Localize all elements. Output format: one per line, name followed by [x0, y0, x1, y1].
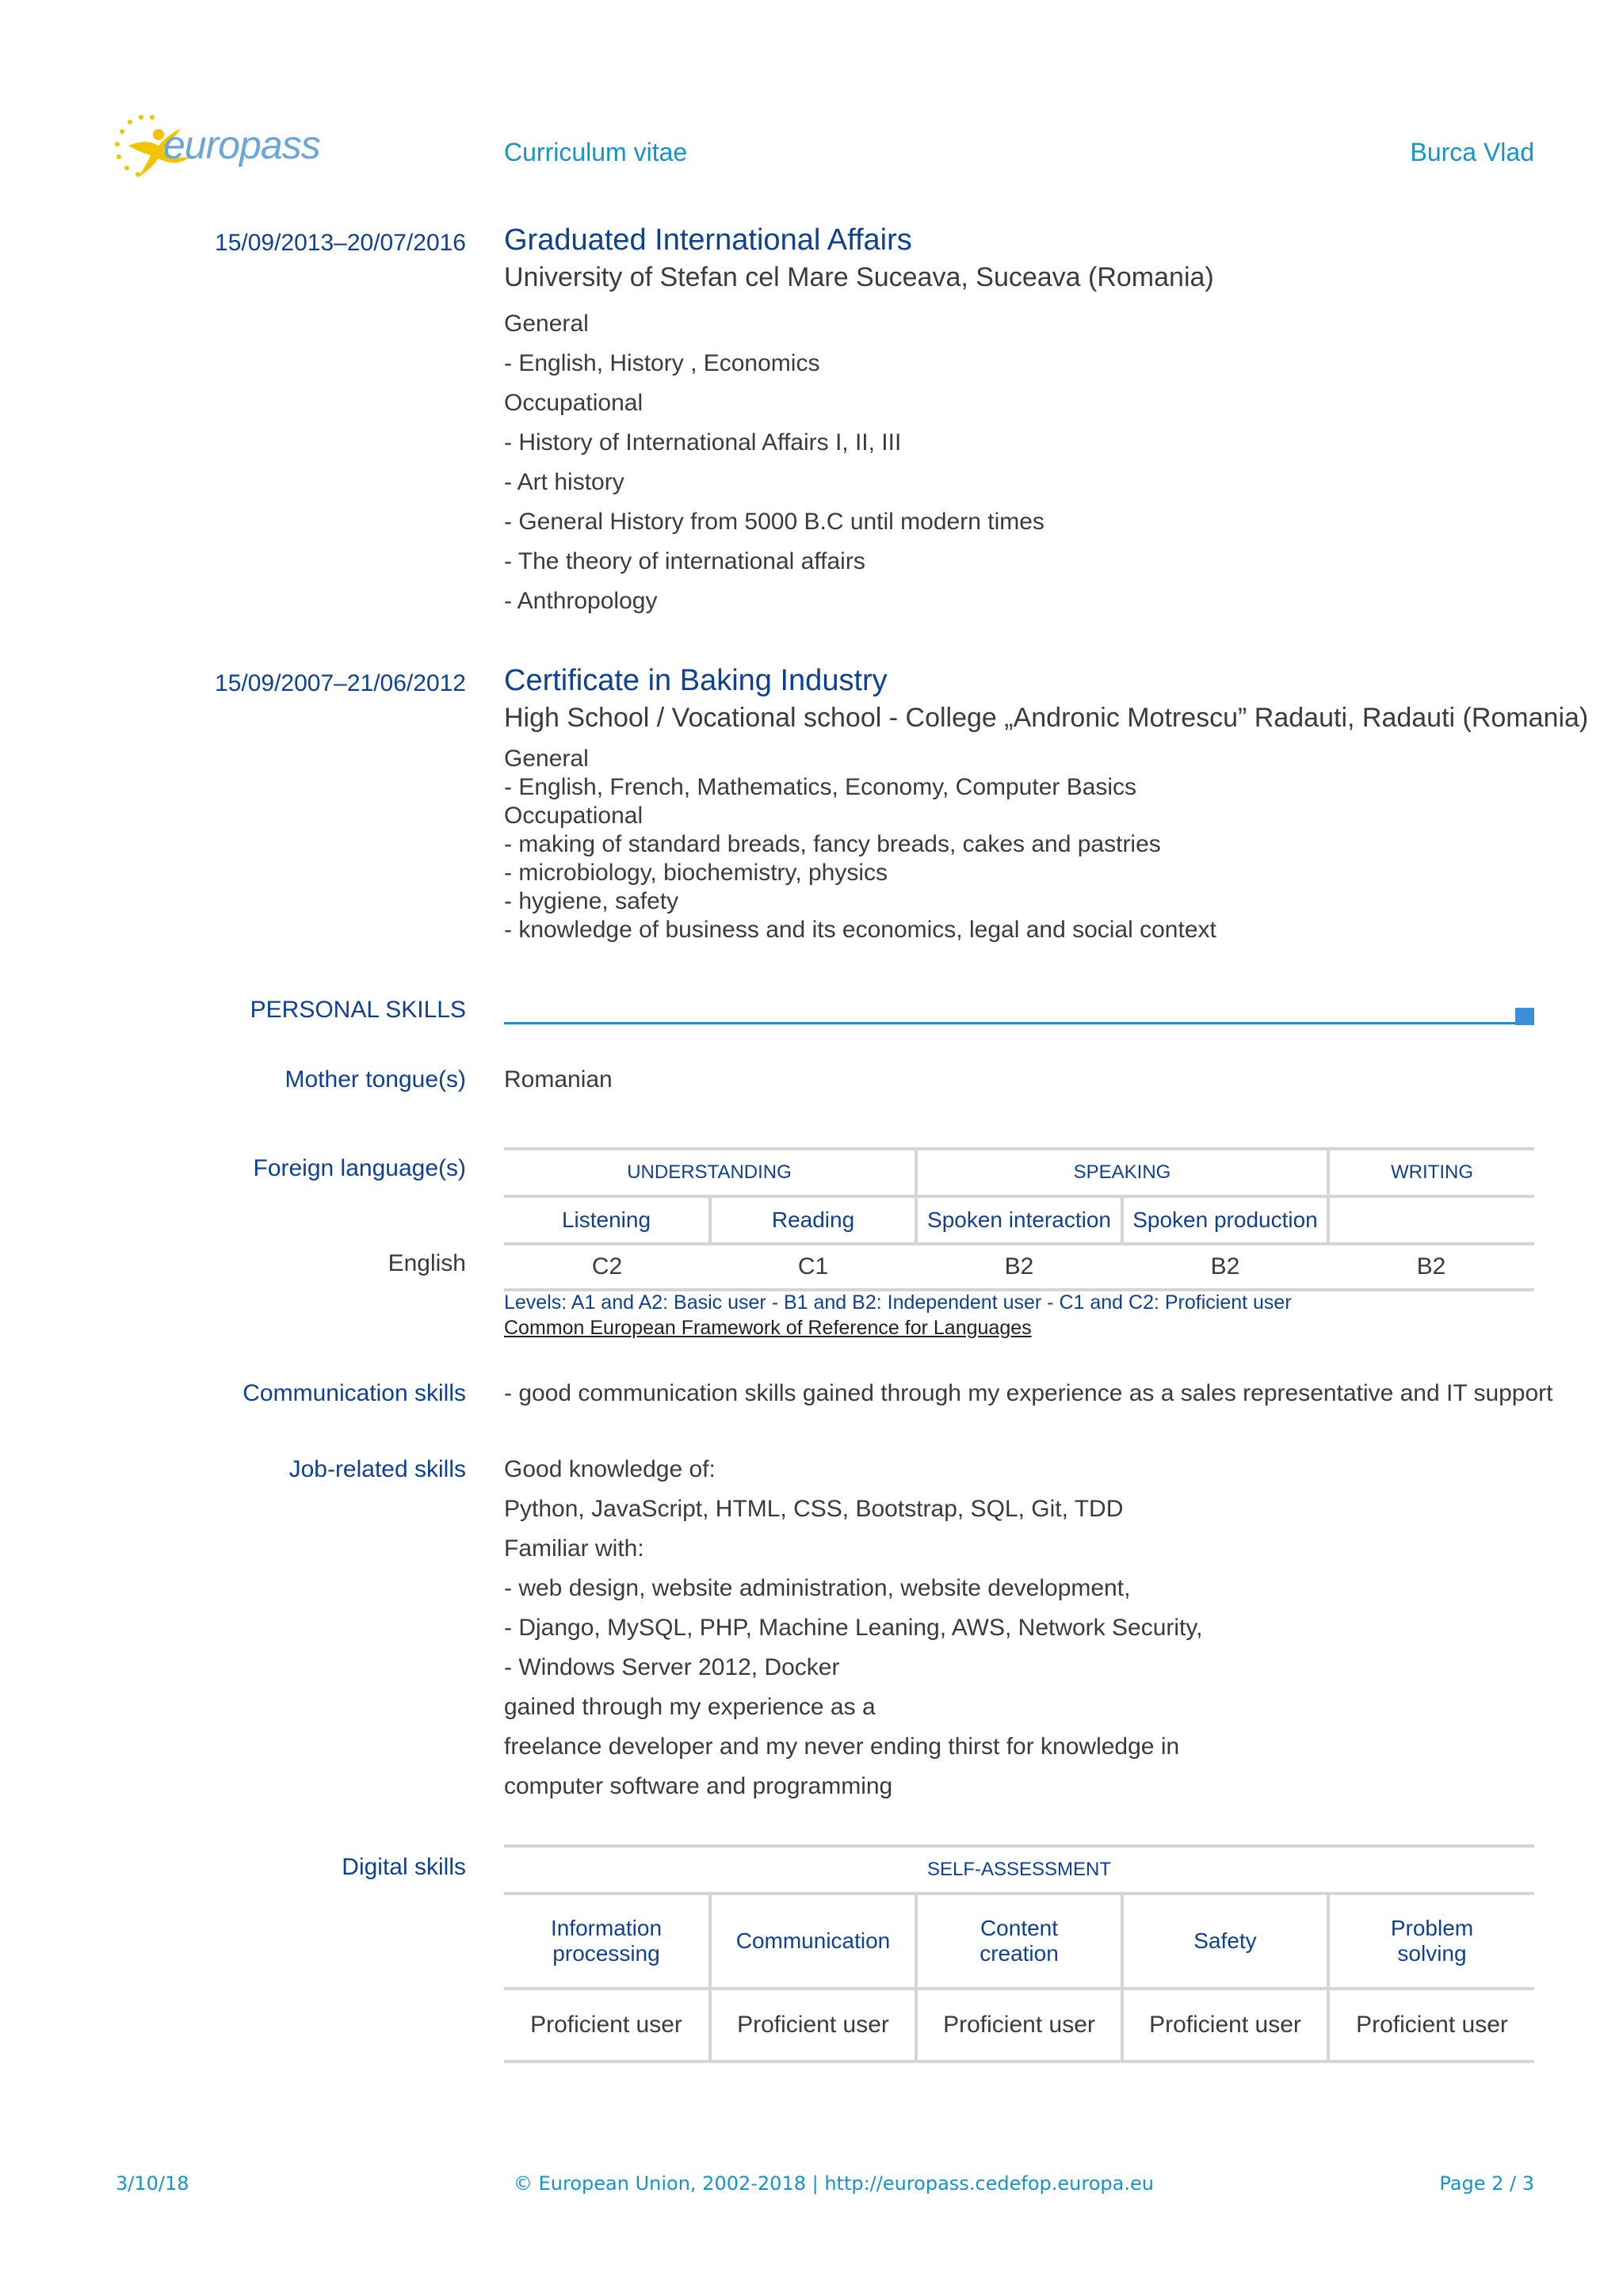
education-2-line: - knowledge of business and its economics, legal and social context: [504, 917, 1216, 943]
education-1: [504, 223, 1534, 621]
job-skill-line: computer software and programming: [504, 1773, 893, 1799]
speaking-header: SPEAKING: [916, 1149, 1328, 1196]
education-1-line: - History of International Affairs I, II, III: [504, 429, 902, 456]
mother-tongue-label: Mother tongue(s): [285, 1066, 466, 1093]
foreign-languages-label: Foreign language(s): [253, 1155, 466, 1181]
spoken-production-header: Spoken production: [1122, 1196, 1328, 1244]
content-creation-header: [916, 1894, 1122, 1989]
education-1-line: - English, History , Economics: [504, 350, 820, 376]
content-creation-line-1: Content: [980, 1916, 1059, 1940]
education-2-institution: High School / Vocational school - College „Andronic Motrescu” Radauti, Radauti (Romania): [504, 703, 1589, 733]
europass-logo: [111, 111, 349, 182]
digital-level-safety: Proficient user: [1122, 1989, 1328, 2061]
writing-header: WRITING: [1328, 1149, 1534, 1196]
job-skill-line: - Windows Server 2012, Docker: [504, 1654, 840, 1680]
safety-header: Safety: [1122, 1894, 1328, 1989]
digital-level-information: Proficient user: [504, 1989, 710, 2061]
information-processing-line-1: Information: [550, 1916, 663, 1940]
job-skill-line: Python, JavaScript, HTML, CSS, Bootstrap, SQL, Git, TDD: [504, 1496, 1124, 1522]
education-1-line: - General History from 5000 B.C until modern times: [504, 509, 1044, 535]
education-2-line: - making of standard breads, fancy breads, cakes and pastries: [504, 831, 1161, 857]
job-skill-line: - Django, MySQL, PHP, Machine Leaning, AWS, Network Security,: [504, 1615, 1203, 1641]
digital-level-content: Proficient user: [916, 1989, 1122, 2061]
information-processing-header: [504, 1894, 710, 1989]
person-name: Burca Vlad: [1410, 138, 1534, 166]
digital-skills-table: [504, 1844, 1534, 2063]
level-spoken-production: B2: [1122, 1244, 1328, 1290]
job-skill-line: gained through my experience as a: [504, 1694, 876, 1720]
personal-skills-heading: PERSONAL SKILLS: [250, 997, 466, 1023]
job-skill-line: freelance developer and my never ending thirst for knowledge in: [504, 1733, 1180, 1760]
education-1-line: - Anthropology: [504, 588, 658, 614]
footer-copyright[interactable]: © European Union, 2002-2018 | http://europass.cedefop.europa.eu: [514, 2172, 1154, 2195]
education-2-title: Certificate in Baking Industry: [504, 664, 888, 697]
education-2: [504, 664, 1589, 944]
education-2-line: - microbiology, biochemistry, physics: [504, 860, 888, 886]
education-1-line: Occupational: [504, 390, 643, 416]
section-rule: [504, 1022, 1518, 1024]
problem-solving-line-1: Problem: [1390, 1916, 1474, 1940]
section-rule-marker: [1515, 1008, 1534, 1025]
footer-date: 3/10/18: [116, 2172, 189, 2195]
framework-link[interactable]: Common European Framework of Reference for Languages: [504, 1317, 1032, 1339]
footer-page: Page 2 / 3: [1439, 2172, 1534, 2195]
job-skill-line: Good knowledge of:: [504, 1456, 716, 1482]
writing-subheader: [1328, 1196, 1534, 1244]
education-1-title: Graduated International Affairs: [504, 223, 912, 257]
reading-header: Reading: [710, 1196, 916, 1244]
doc-title: Curriculum vitae: [504, 138, 688, 166]
spoken-interaction-header: Spoken interaction: [916, 1196, 1122, 1244]
logo-text: europass: [163, 123, 320, 167]
understanding-header: UNDERSTANDING: [504, 1149, 916, 1196]
communication-header: Communication: [710, 1894, 916, 1989]
education-1-dates: 15/09/2013–20/07/2016: [215, 230, 466, 256]
education-2-dates: 15/09/2007–21/06/2012: [215, 670, 466, 696]
self-assessment-header: SELF-ASSESSMENT: [504, 1846, 1534, 1894]
job-related-skills-label: Job-related skills: [288, 1456, 466, 1482]
communication-skills-text: - good communication skills gained through my experience as a sales representative and IT support: [504, 1380, 1553, 1406]
problem-solving-line-2: solving: [1397, 1941, 1467, 1966]
education-1-line: - Art history: [504, 469, 624, 495]
communication-skills-label: Communication skills: [242, 1380, 466, 1406]
language-name: English: [388, 1250, 466, 1276]
listening-header: Listening: [504, 1196, 710, 1244]
education-1-institution: University of Stefan cel Mare Suceava, Suceava (Romania): [504, 262, 1214, 292]
level-listening: C2: [504, 1244, 710, 1290]
digital-level-communication: Proficient user: [710, 1989, 916, 2061]
language-table: [504, 1147, 1534, 1291]
content-creation-line-2: creation: [980, 1941, 1059, 1966]
level-writing: B2: [1328, 1244, 1534, 1290]
education-2-line: General: [504, 746, 589, 772]
level-spoken-interaction: B2: [916, 1244, 1122, 1290]
problem-solving-header: [1328, 1894, 1534, 1989]
digital-level-problem-solving: Proficient user: [1328, 1989, 1534, 2061]
education-2-line: - hygiene, safety: [504, 888, 679, 914]
mother-tongue-value: Romanian: [504, 1066, 613, 1093]
job-skill-line: - web design, website administration, website development,: [504, 1575, 1131, 1601]
information-processing-line-2: processing: [552, 1941, 660, 1966]
education-1-line: - The theory of international affairs: [504, 548, 865, 574]
education-2-line: Occupational: [504, 803, 643, 829]
education-1-line: General: [504, 311, 589, 337]
digital-skills-label: Digital skills: [342, 1854, 466, 1880]
job-related-skills: [504, 1450, 1534, 1806]
levels-note: Levels: A1 and A2: Basic user - B1 and B2: Independent user - C1 and C2: Proficient user: [504, 1291, 1292, 1314]
job-skill-line: Familiar with:: [504, 1535, 644, 1562]
education-2-line: - English, French, Mathematics, Economy, Computer Basics: [504, 774, 1137, 800]
level-reading: C1: [710, 1244, 916, 1290]
